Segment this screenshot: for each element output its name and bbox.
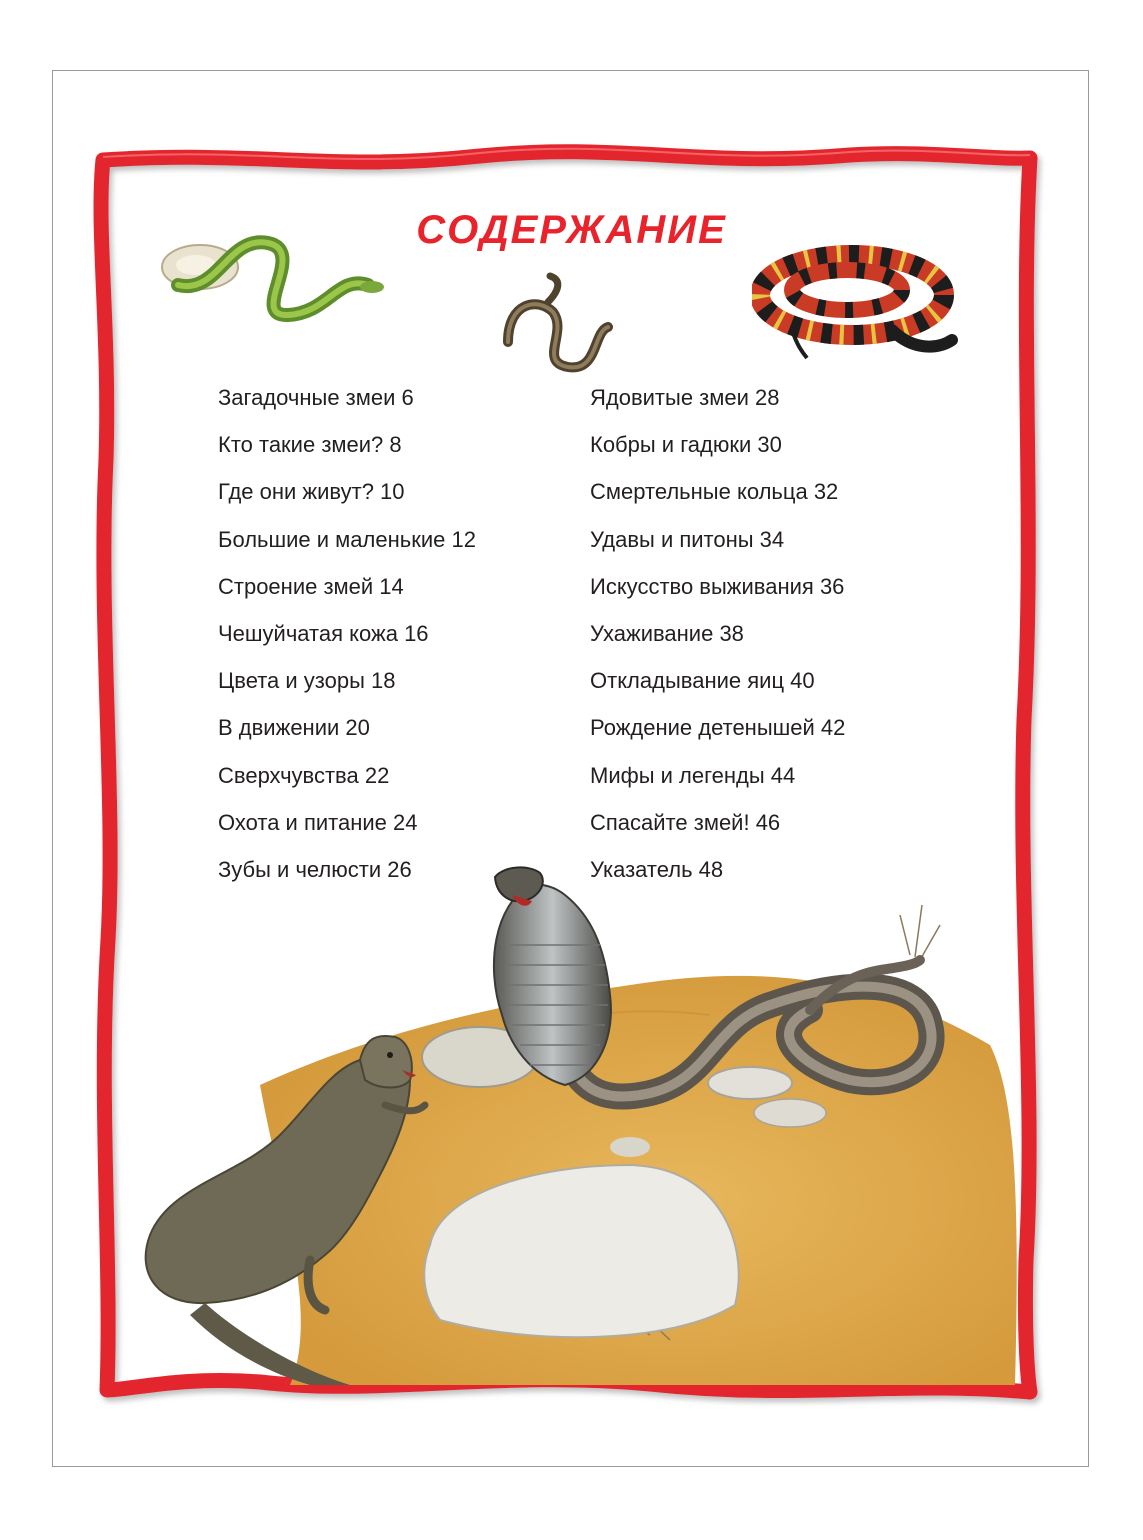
toc-entry[interactable]: Цвета и узоры 18 (218, 668, 396, 694)
toc-entry[interactable]: Загадочные змеи 6 (218, 385, 414, 410)
toc-entry[interactable]: Ядовитые змеи 28 (590, 385, 780, 410)
toc-entry[interactable]: Удавы и питоны 34 (590, 526, 785, 552)
toc-entry[interactable]: Указатель 48 (590, 856, 724, 882)
toc-right-column (590, 383, 845, 902)
coral-snake-icon (752, 240, 962, 365)
toc-entry[interactable]: Рождение детенышей 42 (590, 715, 846, 741)
toc-entry[interactable]: Охота и питание 24 (218, 809, 418, 835)
rock (610, 1137, 650, 1157)
toc-entry[interactable]: Кобры и гадюки 30 (590, 432, 782, 458)
toc-entry[interactable]: Смертельные кольца 32 (590, 479, 839, 505)
toc-entry[interactable]: Спасайте змей! 46 (590, 809, 781, 835)
toc-entry[interactable]: Искусство выживания 36 (590, 573, 845, 599)
toc-entry[interactable]: Сверхчувства 22 (218, 762, 390, 788)
toc-entry[interactable]: Зубы и челюсти 26 (218, 856, 412, 882)
toc-entry[interactable]: Чешуйчатая кожа 16 (218, 620, 429, 646)
rock (708, 1067, 792, 1099)
toc-entry[interactable]: Мифы и легенды 44 (590, 762, 796, 788)
toc-entry[interactable]: Строение змей 14 (218, 573, 404, 599)
cobra-head (495, 867, 543, 901)
toc-entry[interactable]: В движении 20 (218, 715, 370, 741)
toc-entry[interactable]: Где они живут? 10 (218, 479, 405, 505)
toc-entry[interactable]: Кто такие змеи? 8 (218, 432, 402, 458)
toc-left-column (218, 383, 476, 902)
cobra-mongoose-scene (110, 865, 1025, 1385)
toc-entry[interactable]: Ухаживание 38 (590, 620, 744, 646)
toc-entry[interactable]: Откладывание яиц 40 (590, 668, 815, 694)
rock (754, 1099, 826, 1127)
brown-snake-icon (498, 272, 618, 382)
toc-entry[interactable]: Большие и маленькие 12 (218, 526, 476, 552)
page-title: СОДЕРЖАНИЕ (416, 208, 727, 252)
mongoose-head (360, 1036, 412, 1088)
green-snake-icon (158, 225, 388, 325)
